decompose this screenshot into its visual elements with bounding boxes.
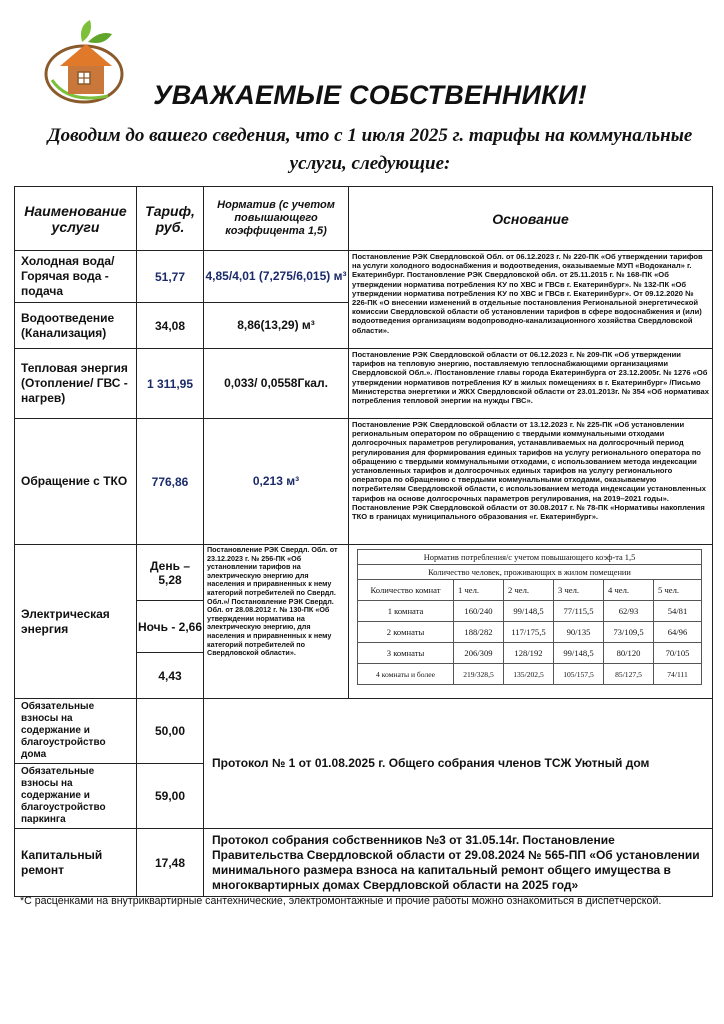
norm-cell: 99/148,5 <box>554 643 604 664</box>
norm-cell: 73/109,5 <box>604 622 654 643</box>
norm-cell: 117/175,5 <box>504 622 554 643</box>
norm-cell: 99/148,5 <box>504 601 554 622</box>
norm-cell: 4 комнаты и более <box>358 664 454 685</box>
table-row <box>358 643 702 664</box>
electric-norm-subtitle: Количество человек, проживающих в жилом помещении <box>358 565 702 580</box>
norm-cell: 160/240 <box>454 601 504 622</box>
tariff-cold-water: 51,77 <box>137 251 204 303</box>
table-row <box>15 349 713 419</box>
page-subheading: Доводим до вашего сведения, что с 1 июля 2025 г. тарифы на коммунальные услуги, следующие: <box>47 125 693 174</box>
table-row <box>15 545 713 601</box>
house-logo-icon <box>38 16 130 108</box>
norm-col-header: 2 чел. <box>504 580 554 601</box>
footnote: *С расценками на внутриквартирные сантехнические, электромонтажные и прочие работы можно ознакомиться в диспетчерской. <box>20 895 662 907</box>
table-row <box>15 251 713 303</box>
service-tko: Обращение с ТКО <box>15 419 137 545</box>
norm-cell: 128/192 <box>504 643 554 664</box>
electric-norm-table <box>357 549 702 685</box>
header-basis: Основание <box>349 187 713 251</box>
service-sewer: Водоотведение (Канализация) <box>15 303 137 349</box>
tariff-tko: 776,86 <box>137 419 204 545</box>
norm-cell: 135/202,5 <box>504 664 554 685</box>
electric-norm-header-row <box>358 580 702 601</box>
table-row <box>358 664 702 685</box>
norm-cell: 1 комната <box>358 601 454 622</box>
table-row <box>15 699 713 764</box>
norm-cell: 105/157,5 <box>554 664 604 685</box>
basis-heat: Постановление РЭК Свердловской области от 06.12.2023 г. № 209-ПК «Об утверждении тарифов на тепловую энергию, поставляемую теплоснабжающими организациями Свердловской Обл.». /Постановление главы города Екатеринбурга от 23.12.2005г. № 1276 «Об утверждении нормативов потребления КУ в жилых помещениях в г. Екатеринбург» /Письмо Министерства энергетики и ЖКХ Свердловской области от 23.01.2013г. № 354 «Об нормативах потребления тепловой энергии на нужды ГВС». <box>349 349 713 419</box>
norm-sewer: 8,86(13,29) м³ <box>204 303 349 349</box>
basis-capital-repair: Протокол собрания собственников №3 от 31.05.14г. Постановление Правительства Свердловской области от 29.08.2024 № 565-ПП «Об установлении минимального размера взноса на капитальный ремонт общего имущества в многоквартирных домах Свердловской области на 2025 год» <box>204 829 713 897</box>
service-capital-repair: Капитальный ремонт <box>15 829 137 897</box>
norm-col-header: 5 чел. <box>654 580 702 601</box>
tariff-electric-night: Ночь - 2,66 <box>137 601 204 653</box>
norm-col-header: 1 чел. <box>454 580 504 601</box>
basis-water: Постановление РЭК Свердловской Обл. от 06.12.2023 г. № 220-ПК «Об утверждении тарифов на услуги холодного водоснабжения и водоотведения, оказываемые МУП «Водоканал» г. Екатеринбург. Постановление РЭК Свердловской обл. от 25.11.2015 г. № 168-ПК «Об утверждении норматива потребления КУ по ХВС и ГВСв г. Екатеринбург». № 132-ПК «Об утверждении норматива потребления КУ по ХВС и ГВСв г. Екатеринбург». От 09.12.2020 № 226-ПК «О внесении изменений в отдельные постановления Региональной энергетической комиссии Свердловской области об установлении тарифов в сфере водоснабжения и (или) водоотведения организациям водопроводно-канализационного хозяйства Свердловской области». <box>349 251 713 349</box>
service-mandatory-parking: Обязательные взносы на содержание и благоустройство паркинга <box>15 764 137 829</box>
page-heading: УВАЖАЕМЫЕ СОБСТВЕННИКИ! <box>153 80 587 110</box>
tariff-electric-single: 4,43 <box>137 653 204 699</box>
tariff-heat: 1 311,95 <box>137 349 204 419</box>
basis-electric: Постановление РЭК Свердл. Обл. от 23.12.2023 г. № 256-ПК «Об установлении тарифов на электрическую энергию для населения и приравненных к нему категорий потребителей по Свердл. Обл.»/ Постановление РЭК Свердл. Обл. от 28.08.2012 г. № 130-ПК «Об утверждении норматива на электрическую энергию, для населения и приравненных к нему категорий потребителей по Свердловской области». <box>204 545 349 699</box>
basis-mandatory: Протокол № 1 от 01.08.2025 г. Общего собрания членов ТСЖ Уютный дом <box>204 699 713 829</box>
service-electric: Электрическая энергия <box>15 545 137 699</box>
norm-cell: 54/81 <box>654 601 702 622</box>
norm-col-header: 3 чел. <box>554 580 604 601</box>
header-norm: Норматив (с учетом повышающего коэффицента 1,5) <box>204 187 349 251</box>
tariff-capital-repair: 17,48 <box>137 829 204 897</box>
tariff-sewer: 34,08 <box>137 303 204 349</box>
header-service-name: Наименование услуги <box>15 187 137 251</box>
basis-tko: Постановление РЭК Свердловской области от 13.12.2023 г. № 225-ПК «Об установлении региональным оператором по обращению с твердыми коммунальными отходами долгосрочных параметров регулирования, устанавливаемых на долгосрочный период регулирования для формирования единых тарифов на услугу регионального оператора по обращению с твердыми коммунальными отходами, с использованием метода индексации установленных тарифов и долгосрочных единых тарифов на услугу регионального оператора по обращению с твердыми коммунальными отходами, оказываемую потребителям Свердловской области, с использованием метода индексации установленных тарифов на основе долгосрочных параметров регулирования, на 2019–2021 годы». Постановление РЭК Свердловской области от 30.08.2017 г. № 78-ПК «Нормативы накопления ТКО в границах муниципального образования «г. Екатеринбург». <box>349 419 713 545</box>
service-heat: Тепловая энергия (Отопление/ ГВС - нагрев) <box>15 349 137 419</box>
table-row <box>15 829 713 897</box>
electric-norm-cell <box>349 545 713 699</box>
table-row <box>358 601 702 622</box>
service-cold-water: Холодная вода/ Горячая вода - подача <box>15 251 137 303</box>
electric-norm-title: Норматив потребления/с учетом повышающего коэф-та 1,5 <box>358 550 702 565</box>
norm-cell: 70/105 <box>654 643 702 664</box>
table-header-row <box>15 187 713 251</box>
norm-cell: 64/96 <box>654 622 702 643</box>
norm-cell: 74/111 <box>654 664 702 685</box>
tariff-mandatory-parking: 59,00 <box>137 764 204 829</box>
norm-cell: 3 комнаты <box>358 643 454 664</box>
norm-cell: 206/309 <box>454 643 504 664</box>
tariffs-table <box>14 186 713 897</box>
norm-cell: 188/282 <box>454 622 504 643</box>
table-row <box>358 622 702 643</box>
norm-cell: 85/127,5 <box>604 664 654 685</box>
table-row <box>15 419 713 545</box>
norm-tko: 0,213 м³ <box>204 419 349 545</box>
norm-col-header: 4 чел. <box>604 580 654 601</box>
norm-heat: 0,033/ 0,0558Гкал. <box>204 349 349 419</box>
norm-cell: 2 комнаты <box>358 622 454 643</box>
tariff-electric-day: День – 5,28 <box>137 545 204 601</box>
norm-cell: 62/93 <box>604 601 654 622</box>
header-tariff: Тариф, руб. <box>137 187 204 251</box>
norm-cell: 90/135 <box>554 622 604 643</box>
norm-cell: 219/328,5 <box>454 664 504 685</box>
service-mandatory-home: Обязательные взносы на содержание и благоустройство дома <box>15 699 137 764</box>
norm-cell: 80/120 <box>604 643 654 664</box>
norm-col-header: Количество комнат <box>358 580 454 601</box>
norm-cell: 77/115,5 <box>554 601 604 622</box>
tariff-mandatory-home: 50,00 <box>137 699 204 764</box>
norm-cold-water: 4,85/4,01 (7,275/6,015) м³ <box>204 251 349 303</box>
